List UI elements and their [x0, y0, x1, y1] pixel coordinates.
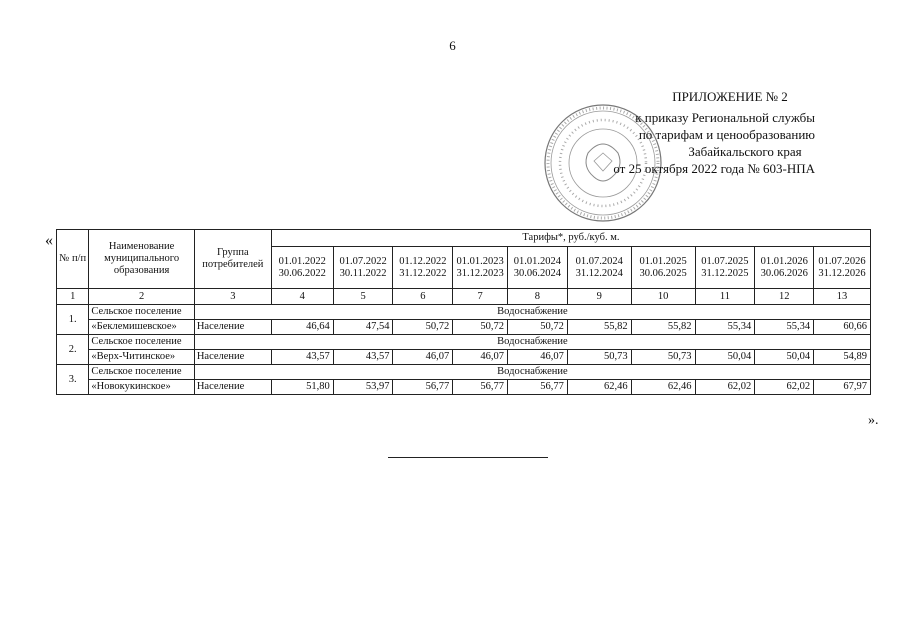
row-name-line1: Сельское поселение: [89, 305, 194, 320]
tariff-cell: 43,57: [333, 350, 393, 365]
header-group: Группа потребителей: [194, 230, 271, 289]
header-name: Наименование муниципального образования: [89, 230, 194, 289]
appendix-line: Забайкальского края: [688, 144, 802, 159]
tariff-cell: 55,34: [755, 320, 814, 335]
period-header: 01.01.2024 30.06.2024: [508, 247, 568, 289]
appendix-title: ПРИЛОЖЕНИЕ № 2: [672, 89, 788, 104]
period-header: 01.12.2022 31.12.2022: [393, 247, 453, 289]
footer-rule: [388, 457, 548, 458]
table-row: [57, 365, 871, 380]
tariff-cell: 50,04: [755, 350, 814, 365]
appendix-line: от 25 октября 2022 года № 603-НПА: [613, 161, 815, 176]
table-row: [57, 350, 871, 365]
appendix-header: [540, 88, 860, 177]
tariff-cell: 60,66: [814, 320, 871, 335]
tariff-table: [56, 229, 871, 395]
row-name-line2: «Новокукинское»: [89, 380, 194, 395]
tariff-cell: 50,72: [453, 320, 508, 335]
period-header: 01.01.2025 30.06.2025: [631, 247, 695, 289]
column-number: 1: [57, 289, 89, 305]
tariff-cell: 62,46: [567, 380, 631, 395]
appendix-line: к приказу Региональной службы: [635, 110, 815, 125]
tariff-cell: 55,82: [567, 320, 631, 335]
column-number: 11: [695, 289, 755, 305]
period-header: 01.01.2022 30.06.2022: [271, 247, 333, 289]
closing-quote: ».: [868, 413, 879, 428]
tariff-cell: 53,97: [333, 380, 393, 395]
column-number: 5: [333, 289, 393, 305]
tariff-cell: 62,02: [695, 380, 755, 395]
row-group: Население: [194, 350, 271, 365]
tariff-cell: 46,07: [453, 350, 508, 365]
column-number: 9: [567, 289, 631, 305]
row-service: Водоснабжение: [194, 335, 870, 350]
tariff-cell: 50,73: [567, 350, 631, 365]
tariff-cell: 67,97: [814, 380, 871, 395]
table-row: [57, 320, 871, 335]
tariff-cell: 51,80: [271, 380, 333, 395]
column-number: 2: [89, 289, 194, 305]
tariff-cell: 55,34: [695, 320, 755, 335]
period-header: 01.01.2023 31.12.2023: [453, 247, 508, 289]
row-name-line1: Сельское поселение: [89, 335, 194, 350]
column-numbers-row: [57, 289, 871, 305]
column-number: 3: [194, 289, 271, 305]
tariff-cell: 56,77: [393, 380, 453, 395]
tariff-cell: 43,57: [271, 350, 333, 365]
table-row: [57, 305, 871, 320]
period-header: 01.07.2025 31.12.2025: [695, 247, 755, 289]
page-number: 6: [449, 38, 456, 53]
column-number: 4: [271, 289, 333, 305]
tariff-cell: 50,72: [393, 320, 453, 335]
header-num: № п/п: [57, 230, 89, 289]
row-name-line1: Сельское поселение: [89, 365, 194, 380]
appendix-line: по тарифам и ценообразованию: [638, 127, 815, 142]
tariff-cell: 62,02: [755, 380, 814, 395]
row-group: Население: [194, 320, 271, 335]
tariff-cell: 50,72: [508, 320, 568, 335]
tariff-cell: 54,89: [814, 350, 871, 365]
tariff-cell: 46,07: [393, 350, 453, 365]
header-tariffs: Тарифы*, руб./куб. м.: [271, 230, 870, 247]
row-name-line2: «Верх-Читинское»: [89, 350, 194, 365]
tariff-cell: 46,07: [508, 350, 568, 365]
row-group: Население: [194, 380, 271, 395]
row-service: Водоснабжение: [194, 305, 870, 320]
period-header: 01.01.2026 30.06.2026: [755, 247, 814, 289]
column-number: 10: [631, 289, 695, 305]
tariff-cell: 46,64: [271, 320, 333, 335]
period-header: 01.07.2024 31.12.2024: [567, 247, 631, 289]
column-number: 13: [814, 289, 871, 305]
period-header: 01.07.2026 31.12.2026: [814, 247, 871, 289]
column-number: 8: [508, 289, 568, 305]
column-number: 7: [453, 289, 508, 305]
column-number: 6: [393, 289, 453, 305]
tariff-cell: 47,54: [333, 320, 393, 335]
tariff-cell: 56,77: [453, 380, 508, 395]
tariff-cell: 55,82: [631, 320, 695, 335]
table-row: [57, 335, 871, 350]
row-name-line2: «Беклемишевское»: [89, 320, 194, 335]
tariff-cell: 50,04: [695, 350, 755, 365]
period-header: 01.07.2022 30.11.2022: [333, 247, 393, 289]
tariff-cell: 62,46: [631, 380, 695, 395]
row-service: Водоснабжение: [194, 365, 870, 380]
opening-quote: «: [45, 232, 53, 249]
row-num: 1.: [57, 305, 89, 335]
row-num: 2.: [57, 335, 89, 365]
tariff-cell: 56,77: [508, 380, 568, 395]
row-num: 3.: [57, 365, 89, 395]
column-number: 12: [755, 289, 814, 305]
tariff-cell: 50,73: [631, 350, 695, 365]
table-row: [57, 380, 871, 395]
